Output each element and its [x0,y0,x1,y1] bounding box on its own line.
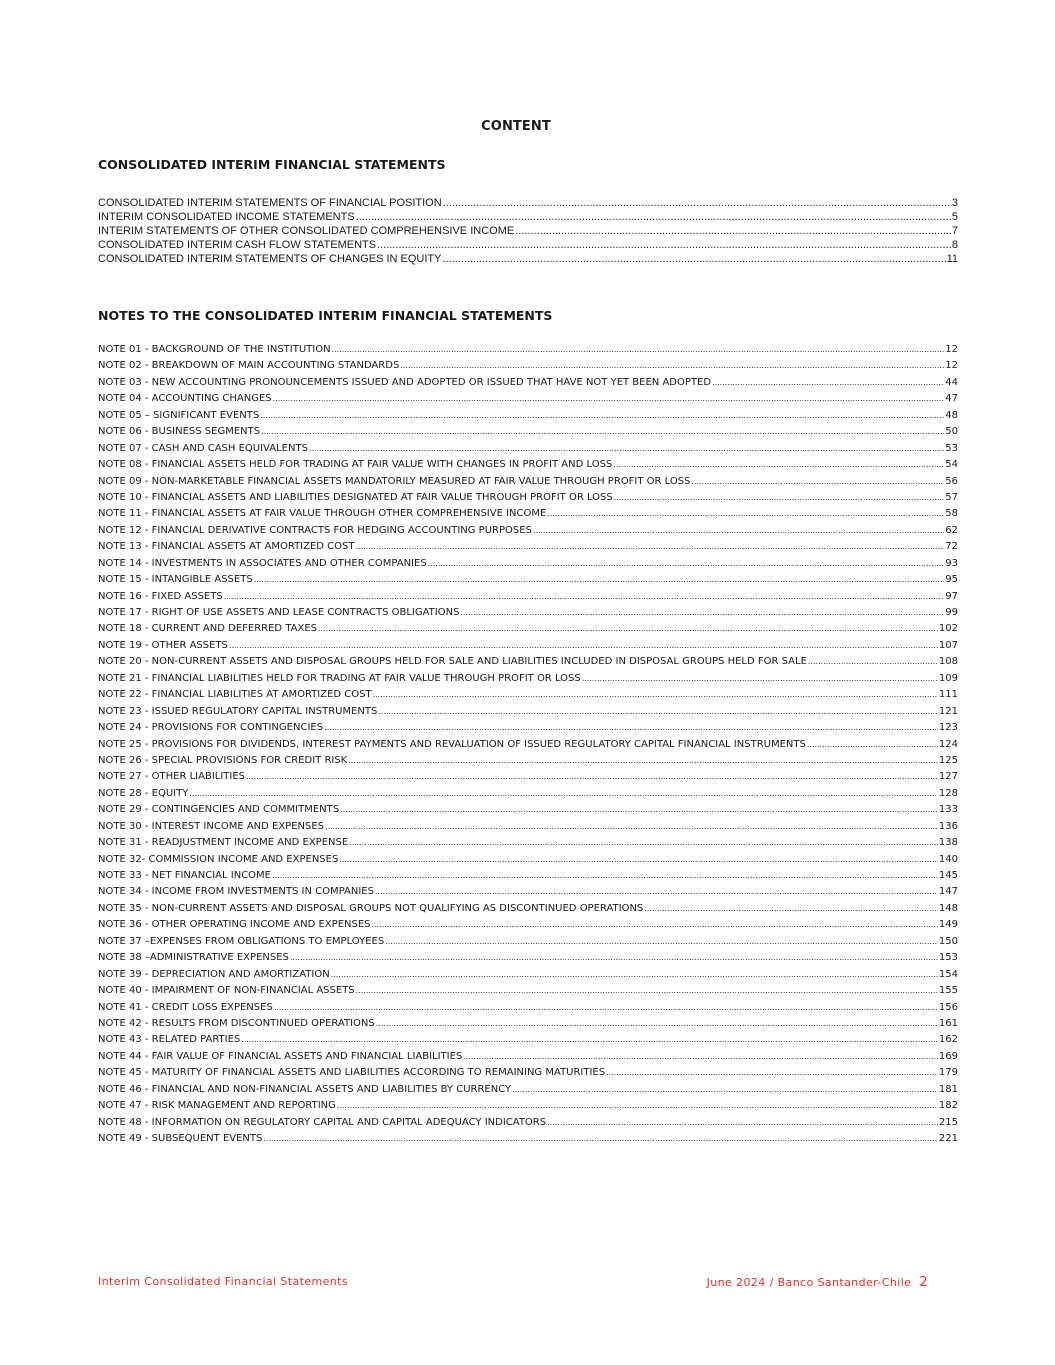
toc-entry[interactable] [98,852,958,868]
toc-entry[interactable] [98,901,958,917]
dot-leader [263,1131,938,1147]
toc-entry-label: NOTE 35 - NON-CURRENT ASSETS AND DISPOSAL GROUPS NOT QUALIFYING AS DISCONTINUED OPERATIONS [98,902,644,914]
toc-entry[interactable] [98,342,958,358]
toc-page-number: 125 [938,754,958,766]
toc-entry-label: NOTE 33 - NET FINANCIAL INCOME [98,870,271,881]
toc-page-number: 133 [938,804,958,816]
page-title: CONTENT [481,119,551,134]
toc-entry-label: NOTE 36 - OTHER OPERATING INCOME AND EXPENSES [98,919,371,931]
toc-entry-label: NOTE 14 - INVESTMENTS IN ASSOCIATES AND OTHER COMPANIES [98,557,427,569]
dot-leader [373,687,938,703]
toc-entry-label: NOTE 22 - FINANCIAL LIABILITIES AT AMORTIZED COST [98,689,372,701]
toc-entry[interactable] [98,753,958,769]
dot-leader [463,1049,938,1065]
toc-page-number: 155 [938,985,958,997]
dot-leader [309,441,944,457]
toc-page-number: 53 [945,442,958,454]
toc-page-number: 48 [945,409,958,421]
dot-leader [808,654,938,670]
toc-page-number: 8 [951,239,958,251]
toc-page-number: 147 [938,886,958,898]
toc-entry-label: NOTE 26 - SPECIAL PROVISIONS FOR CREDIT RISK [98,754,348,766]
toc-page-number: 56 [945,475,958,487]
dot-leader [515,224,951,238]
toc-entry-label: NOTE 16 - FIXED ASSETS [98,590,223,602]
dot-leader [712,375,944,391]
toc-entry-label: NOTE 08 - FINANCIAL ASSETS HELD FOR TRADING AT FAIR VALUE WITH CHANGES IN PROFIT AND LOSS [98,459,613,471]
dot-leader [290,950,938,966]
dot-leader [325,819,938,835]
toc-page-number: 12 [945,344,958,355]
dot-leader [807,737,938,753]
toc-page-number: 138 [938,837,958,849]
toc-entry-label: NOTE 49 - SUBSEQUENT EVENTS [98,1133,263,1144]
toc-page-number: 11 [946,253,958,265]
toc-page-number: 58 [945,508,958,520]
toc-entry[interactable] [98,1098,958,1114]
dot-leader [443,196,951,210]
toc-entry-label: NOTE 46 - FINANCIAL AND NON-FINANCIAL ASSETS AND LIABILITIES BY CURRENCY [98,1083,512,1095]
dot-leader [337,1098,938,1114]
dot-leader [260,408,944,424]
dot-leader [372,917,938,933]
toc-page-number: 97 [945,590,958,602]
toc-page-number: 162 [938,1034,958,1046]
toc-page-number: 99 [945,607,958,618]
dot-leader [533,523,944,539]
toc-entry[interactable] [98,252,958,266]
toc-entry[interactable] [98,224,958,238]
dot-leader [547,506,944,522]
toc-page-number: 111 [938,689,958,701]
toc-entry-label: NOTE 19 - OTHER ASSETS [98,639,228,651]
dot-leader [261,424,944,440]
toc-entry[interactable] [98,408,958,424]
toc-entry-label: NOTE 03 - NEW ACCOUNTING PRONOUNCEMENTS ISSUED AND ADOPTED OR ISSUED THAT HAVE NOT YET BEEN ADOPTED [98,376,712,388]
dot-leader [241,1032,938,1048]
toc-entry[interactable] [98,589,958,605]
dot-leader [614,490,945,506]
toc-page-number: 123 [938,722,958,734]
toc-entry-label: NOTE 02 - BREAKDOWN OF MAIN ACCOUNTING STANDARDS [98,360,400,372]
toc-entry[interactable] [98,539,958,555]
dot-leader [229,638,938,654]
toc-entry[interactable] [98,1115,958,1131]
toc-entry-label: CONSOLIDATED INTERIM STATEMENTS OF CHANGES IN EQUITY [98,253,442,265]
toc-entry-label: NOTE 01 - BACKGROUND OF THE INSTITUTION [98,344,331,355]
dot-leader [376,1016,938,1032]
dot-leader [400,358,944,374]
dot-leader [189,786,938,802]
toc-entry-label: NOTE 47 - RISK MANAGEMENT AND REPORTING [98,1100,336,1112]
toc-entry-label: CONSOLIDATED INTERIM CASH FLOW STATEMENTS [98,239,377,251]
dot-leader [356,983,938,999]
toc-entry-label: NOTE 21 - FINANCIAL LIABILITIES HELD FOR TRADING AT FAIR VALUE THROUGH PROFIT OR LOSS [98,672,581,684]
toc-page-number: 44 [945,376,958,388]
toc-entry-label: INTERIM CONSOLIDATED INCOME STATEMENTS [98,211,355,223]
toc-entry-label: NOTE 41 - CREDIT LOSS EXPENSES [98,1001,273,1013]
toc-entry-label: NOTE 40 - IMPAIRMENT OF NON-FINANCIAL ASSETS [98,985,355,997]
dot-leader [349,835,938,851]
toc-entry-label: NOTE 38 –ADMINISTRATIVE EXPENSES [98,952,289,964]
dot-leader [428,556,945,572]
toc-entry-label: NOTE 43 - RELATED PARTIES [98,1034,241,1046]
toc-entry[interactable] [98,1049,958,1065]
toc-entry-label: NOTE 24 - PROVISIONS FOR CONTINGENCIES [98,722,324,734]
toc-entry[interactable] [98,1082,958,1098]
toc-entry-label: NOTE 27 - OTHER LIABILITIES [98,771,246,783]
toc-entry-label: INTERIM STATEMENTS OF OTHER CONSOLIDATED COMPREHENSIVE INCOME [98,225,515,237]
toc-entry-label: NOTE 42 - RESULTS FROM DISCONTINUED OPERATIONS [98,1017,375,1029]
toc-page-number: 102 [938,623,958,635]
toc-page-number: 148 [938,902,958,914]
toc-entry-label: NOTE 30 - INTEREST INCOME AND EXPENSES [98,820,325,832]
toc-entry-label: NOTE 20 - NON-CURRENT ASSETS AND DISPOSAL GROUPS HELD FOR SALE AND LIABILITIES INCLUDED IN DISPOSAL GROUPS HELD FOR SALE [98,656,807,668]
toc-page-number: 149 [938,919,958,931]
dot-leader [272,868,938,884]
dot-leader [340,802,938,818]
toc-page-number: 153 [938,952,958,964]
toc-page-number: 182 [938,1100,958,1112]
toc-entry-label: NOTE 04 - ACCOUNTING CHANGES [98,393,272,405]
toc-entry[interactable] [98,835,958,851]
toc-entry[interactable] [98,474,958,490]
toc-entry-label: NOTE 37 –EXPENSES FROM OBLIGATIONS TO EMPLOYEES [98,935,385,947]
toc-entry-label: NOTE 18 - CURRENT AND DEFERRED TAXES [98,623,318,635]
toc-page-number: 93 [945,557,958,569]
toc-entry[interactable] [98,572,958,588]
toc-entry[interactable] [98,556,958,572]
toc-entry-label: NOTE 23 - ISSUED REGULATORY CAPITAL INSTRUMENTS [98,705,378,717]
toc-page-number: 47 [945,393,958,405]
toc-entry-label: NOTE 13 - FINANCIAL ASSETS AT AMORTIZED COST [98,541,355,553]
toc-entry-label: NOTE 34 - INCOME FROM INVESTMENTS IN COMPANIES [98,886,374,898]
toc-entry[interactable] [98,950,958,966]
notes-heading: NOTES TO THE CONSOLIDATED INTERIM FINANCIAL STATEMENTS [98,308,553,323]
footer-date-bank: June 2024 / Banco Santander-Chile [706,1276,912,1289]
toc-page-number: 107 [938,639,958,651]
toc-page-number: 121 [938,705,958,717]
toc-page-number: 109 [938,672,958,684]
dot-leader [375,884,938,900]
toc-page-number: 108 [938,656,958,668]
toc-page-number: 221 [938,1133,958,1144]
dot-leader [691,474,944,490]
dot-leader [378,704,938,720]
toc-entry[interactable] [98,769,958,785]
notes-toc [98,342,958,1147]
toc-page-number: 7 [951,225,958,237]
toc-entry[interactable] [98,917,958,933]
toc-entry[interactable] [98,671,958,687]
page-number: 2 [919,1275,928,1290]
dot-leader [460,605,944,621]
toc-entry[interactable] [98,802,958,818]
toc-entry-label: NOTE 15 - INTANGIBLE ASSETS [98,574,253,586]
toc-page-number: 140 [938,853,958,865]
footer-right [707,1275,928,1290]
dot-leader [224,589,945,605]
dot-leader [644,901,938,917]
toc-entry[interactable] [98,967,958,983]
dot-leader [339,852,938,868]
toc-page-number: 154 [938,968,958,980]
toc-entry[interactable] [98,638,958,654]
toc-page-number: 150 [938,935,958,947]
dot-leader [582,671,938,687]
toc-page-number: 72 [945,541,958,553]
dot-leader [442,252,945,266]
toc-entry[interactable] [98,424,958,440]
toc-entry-label: NOTE 44 - FAIR VALUE OF FINANCIAL ASSETS AND FINANCIAL LIABILITIES [98,1050,463,1062]
dot-leader [273,391,945,407]
dot-leader [331,967,938,983]
toc-page-number: 3 [951,197,958,209]
toc-entry-label: NOTE 29 - CONTINGENCIES AND COMMITMENTS [98,804,340,816]
toc-entry-label: NOTE 31 - READJUSTMENT INCOME AND EXPENSE [98,837,349,849]
toc-entry-label: NOTE 45 - MATURITY OF FINANCIAL ASSETS AND LIABILITIES ACCORDING TO REMAINING MATURITIES [98,1067,606,1079]
dot-leader [613,457,944,473]
toc-page-number: 181 [938,1083,958,1095]
toc-page-number: 50 [945,426,958,438]
toc-entry[interactable] [98,1000,958,1016]
toc-page-number: 145 [938,870,958,881]
toc-entry-label: NOTE 06 - BUSINESS SEGMENTS [98,426,261,438]
toc-page-number: 5 [951,211,958,223]
dot-leader [377,238,951,252]
toc-entry[interactable] [98,196,958,210]
toc-page-number: 156 [938,1001,958,1013]
toc-entry[interactable] [98,210,958,224]
toc-entry-label: NOTE 12 - FINANCIAL DERIVATIVE CONTRACTS FOR HEDGING ACCOUNTING PURPOSES [98,524,532,536]
toc-entry-label: NOTE 32- COMMISSION INCOME AND EXPENSES [98,853,339,865]
toc-entry[interactable] [98,737,958,753]
dot-leader [348,753,938,769]
toc-entry[interactable] [98,506,958,522]
financial-statements-heading: CONSOLIDATED INTERIM FINANCIAL STATEMENTS [98,157,446,172]
toc-entry-label: NOTE 28 - EQUITY [98,787,189,799]
toc-entry[interactable] [98,1032,958,1048]
toc-page-number: 161 [938,1017,958,1029]
dot-leader [547,1115,938,1131]
toc-entry[interactable] [98,819,958,835]
toc-entry[interactable] [98,375,958,391]
toc-entry[interactable] [98,490,958,506]
toc-entry-label: NOTE 25 - PROVISIONS FOR DIVIDENDS, INTEREST PAYMENTS AND REVALUATION OF ISSUED REGULATORY CAPITAL FINANCIAL INSTRUMENTS [98,738,806,750]
toc-entry[interactable] [98,391,958,407]
toc-entry[interactable] [98,621,958,637]
toc-entry-label: NOTE 39 - DEPRECIATION AND AMORTIZATION [98,968,330,980]
toc-page-number: 54 [945,459,958,471]
toc-entry-label: NOTE 09 - NON-MARKETABLE FINANCIAL ASSETS MANDATORILY MEASURED AT FAIR VALUE THROUGH PROFIT OR LOSS [98,475,691,487]
toc-entry[interactable] [98,983,958,999]
toc-entry-label: NOTE 10 - FINANCIAL ASSETS AND LIABILITIES DESIGNATED AT FAIR VALUE THROUGH PROFIT OR LOSS [98,491,613,503]
dot-leader [254,572,945,588]
toc-entry[interactable] [98,704,958,720]
dot-leader [318,621,938,637]
toc-entry[interactable] [98,654,958,670]
toc-entry-label: NOTE 11 - FINANCIAL ASSETS AT FAIR VALUE THROUGH OTHER COMPREHENSIVE INCOME [98,508,547,520]
toc-entry[interactable] [98,934,958,950]
dot-leader [356,210,951,224]
toc-entry[interactable] [98,457,958,473]
footer-document-title: Interim Consolidated Financial Statements [98,1275,349,1288]
toc-page-number: 179 [938,1067,958,1079]
toc-entry-label: NOTE 48 - INFORMATION ON REGULATORY CAPITAL AND CAPITAL ADEQUACY INDICATORS [98,1116,547,1128]
toc-entry[interactable] [98,687,958,703]
toc-entry-label: NOTE 17 - RIGHT OF USE ASSETS AND LEASE CONTRACTS OBLIGATIONS [98,607,460,618]
toc-entry[interactable] [98,605,958,621]
toc-entry[interactable] [98,1016,958,1032]
toc-page-number: 127 [938,771,958,783]
toc-entry[interactable] [98,1131,958,1147]
toc-entry-label: NOTE 07 - CASH AND CASH EQUIVALENTS [98,442,308,454]
toc-entry[interactable] [98,884,958,900]
toc-entry[interactable] [98,441,958,457]
toc-entry[interactable] [98,238,958,252]
dot-leader [356,539,945,555]
dot-leader [324,720,938,736]
toc-entry-label: CONSOLIDATED INTERIM STATEMENTS OF FINANCIAL POSITION [98,197,442,209]
toc-page-number: 57 [945,491,958,503]
dot-leader [332,342,945,358]
toc-entry[interactable] [98,358,958,374]
toc-entry[interactable] [98,868,958,884]
toc-page-number: 128 [938,787,958,799]
toc-page-number: 12 [945,360,958,372]
toc-page-number: 62 [945,524,958,536]
toc-page-number: 95 [945,574,958,586]
toc-page-number: 124 [938,738,958,750]
dot-leader [606,1065,938,1081]
toc-page-number: 136 [938,820,958,832]
toc-page-number: 169 [938,1050,958,1062]
toc-entry[interactable] [98,1065,958,1081]
toc-page-number: 215 [938,1116,958,1128]
financial-statements-toc [98,196,958,266]
dot-leader [246,769,938,785]
dot-leader [512,1082,938,1098]
dot-leader [274,1000,938,1016]
toc-entry[interactable] [98,523,958,539]
toc-entry-label: NOTE 05 – SIGNIFICANT EVENTS [98,409,260,421]
dot-leader [385,934,938,950]
toc-entry[interactable] [98,786,958,802]
toc-entry[interactable] [98,720,958,736]
